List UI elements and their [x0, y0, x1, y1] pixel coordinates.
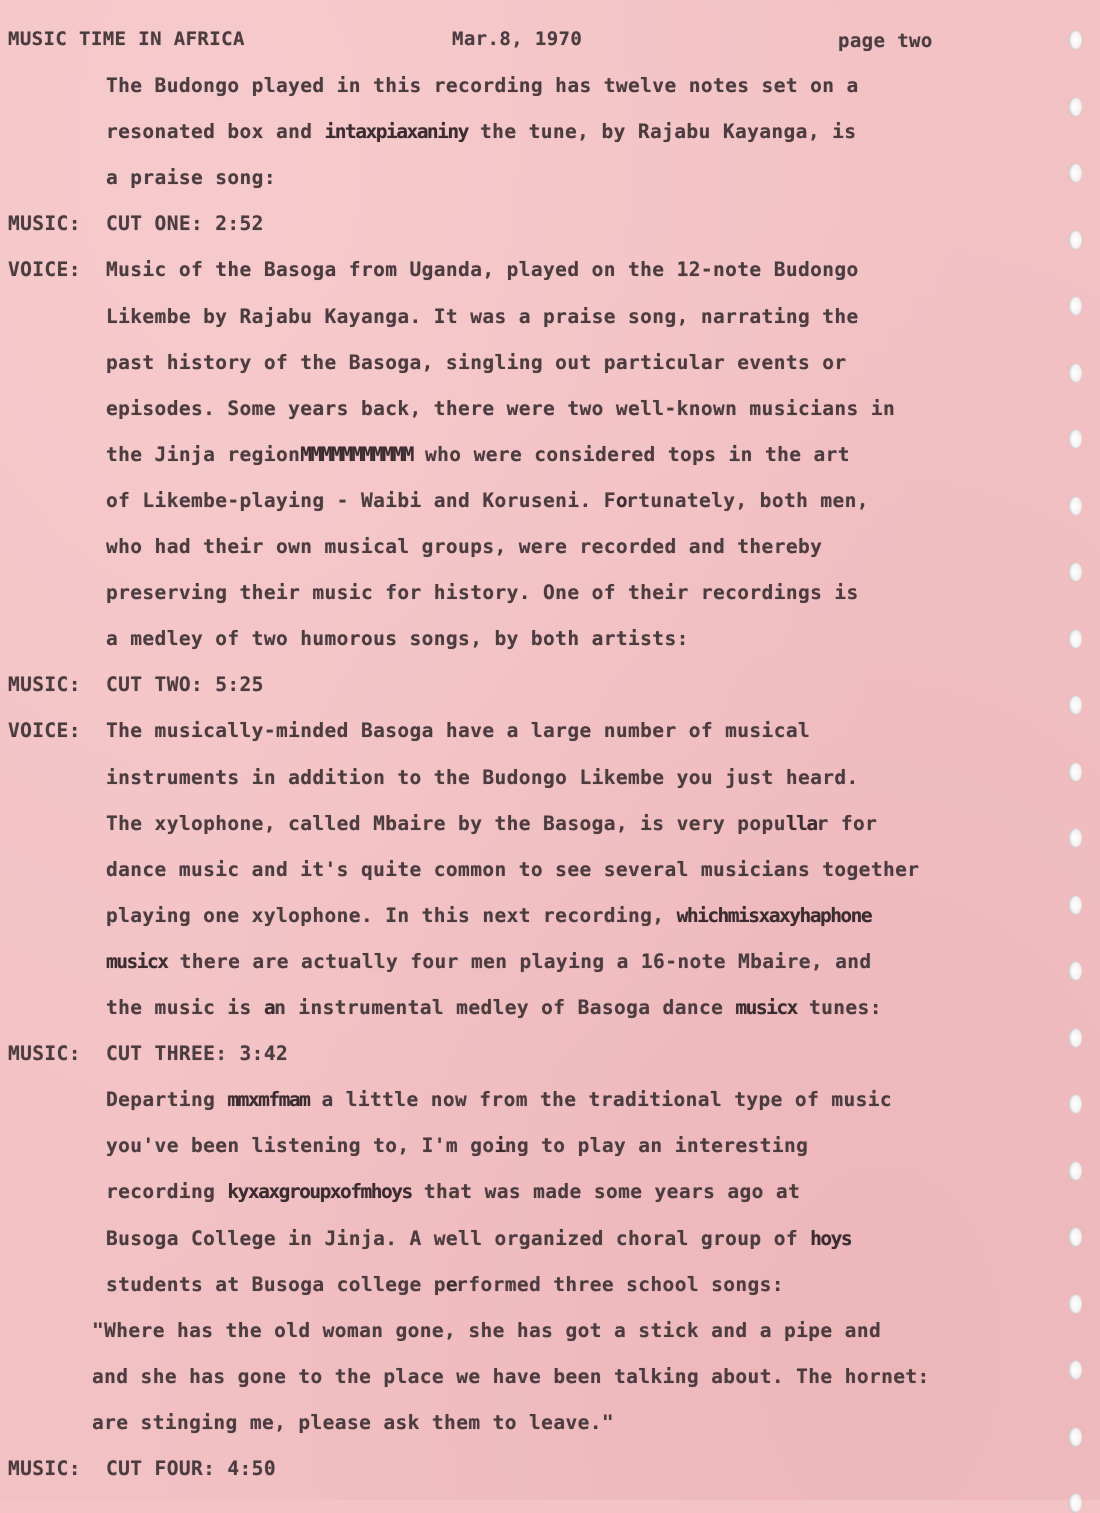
cue-label: MUSIC: — [8, 1042, 81, 1066]
cue-label: MUSIC: — [8, 673, 81, 697]
struck-out-text: mmxmfmam — [227, 1088, 310, 1112]
binder-hole — [1068, 1360, 1082, 1380]
binder-hole — [1068, 363, 1082, 383]
binder-hole — [1068, 429, 1082, 449]
script-line — [106, 120, 856, 143]
page-number: page two — [838, 30, 933, 52]
line-text: the Jinja region — [106, 442, 301, 466]
line-text: a little now from the traditional type of music — [309, 1088, 893, 1112]
script-line — [106, 397, 895, 420]
line-text: Music of the Basoga from Uganda, played on the 12-note Budongo — [106, 258, 859, 282]
line-text: who had their own musical groups, were recorded and thereby — [106, 535, 823, 558]
script-line — [106, 351, 847, 374]
binder-hole — [1068, 961, 1082, 981]
struck-out-text: musicx — [735, 996, 797, 1019]
line-text: episodes. Some years back, there were two well-known musicians in — [106, 396, 896, 420]
cue-label: VOICE: — [8, 719, 81, 743]
program-title: MUSIC TIME IN AFRICA — [8, 28, 245, 50]
line-text: CUT ONE: 2:52 — [106, 212, 264, 236]
script-line — [106, 1457, 276, 1480]
script-line — [106, 996, 882, 1019]
script-line — [106, 443, 850, 466]
line-text: The Budongo played in this recording has twelve notes set on a — [106, 74, 859, 97]
broadcast-date: Mar.8, 1970 — [452, 28, 583, 50]
line-text: there are actually four men playing a 16-note Mbaire, and — [167, 949, 872, 973]
binder-hole — [1068, 562, 1082, 582]
line-text: rtunately, both men, — [626, 488, 869, 512]
binder-hole — [1068, 762, 1082, 782]
script-line — [106, 489, 869, 512]
line-text: dance music and it's quite common to see several musicians together — [106, 857, 920, 881]
line-text: the music is — [106, 996, 264, 1019]
script-line — [106, 74, 859, 97]
binder-hole — [1068, 695, 1082, 715]
script-line — [106, 766, 859, 789]
line-text: CUT TWO: 5:25 — [106, 673, 264, 697]
line-text: instruments in addition to the Budongo Likembe you just heard. — [106, 765, 859, 789]
script-line — [106, 535, 822, 558]
line-text: are stinging me, please ask them to leave." — [92, 1410, 615, 1434]
line-text: Busoga College in Jinja. A well organized choral group of — [106, 1226, 811, 1250]
binder-holes — [1040, 0, 1100, 1500]
line-text: playing one xylophone. In this next recording, — [106, 903, 677, 927]
binder-hole — [1068, 163, 1082, 183]
struck-out-text: MMMMMMMMMMM — [300, 442, 413, 466]
cue-label: MUSIC: — [8, 1457, 81, 1480]
binder-hole — [1068, 629, 1082, 649]
line-text: "Where has the old woman gone, she has got a stick and a pipe and — [92, 1318, 882, 1342]
script-line — [106, 1273, 784, 1296]
cue-label: MUSIC: — [8, 212, 81, 236]
script-line — [106, 581, 859, 604]
script-line — [106, 904, 871, 927]
line-text: n instrumental medley of Basoga dance — [274, 996, 736, 1019]
binder-hole — [1068, 30, 1082, 50]
line-text: CUT FOUR: 4:50 — [106, 1457, 276, 1480]
song-quote-line — [92, 1365, 930, 1388]
binder-hole — [1068, 496, 1082, 516]
binder-hole — [1068, 1161, 1082, 1181]
struck-out-text: lla — [785, 811, 817, 835]
struck-out-text: a — [263, 996, 275, 1019]
script-line — [106, 305, 859, 328]
line-text: who were considered tops in the art — [412, 442, 850, 466]
binder-hole — [1068, 895, 1082, 915]
script-line — [106, 719, 810, 742]
struck-out-text: i — [494, 1134, 505, 1158]
struck-out-text: whichmisxaxyhaphone — [676, 903, 872, 927]
binder-hole — [1068, 1094, 1082, 1114]
line-text: past history of the Basoga, singling out particular events or — [106, 350, 847, 374]
cue-label: VOICE: — [8, 258, 81, 282]
line-text: Likembe by Rajabu Kayanga. It was a praise song, narrating the — [106, 304, 859, 328]
script-line — [106, 812, 877, 835]
script-line — [106, 1180, 800, 1203]
song-quote-line — [92, 1319, 881, 1342]
binder-hole — [1068, 1427, 1082, 1447]
script-line — [106, 950, 872, 973]
line-text: The musically-minded Basoga have a large number of musical — [106, 719, 811, 743]
line-text: a praise song: — [106, 166, 276, 190]
line-text: a medley of two humorous songs, by both artists: — [106, 627, 689, 651]
line-text: recording — [106, 1180, 228, 1204]
line-text: and she has gone to the place we have been talking about. The hornet: — [92, 1364, 930, 1388]
line-text: you've been listening to, I'm go — [106, 1134, 495, 1158]
script-line — [106, 1134, 808, 1157]
line-text: preserving their music for history. One of their recordings is — [106, 581, 859, 605]
script-line — [106, 1227, 851, 1250]
script-line — [106, 212, 264, 235]
struck-out-text: intaxpiaxaniny — [324, 120, 468, 144]
struck-out-text: o — [615, 488, 627, 512]
script-line — [106, 166, 276, 189]
line-text: resonated box and — [106, 120, 325, 144]
binder-hole — [1068, 1294, 1082, 1314]
binder-hole — [1068, 230, 1082, 250]
line-text: The xylophone, called Mbaire by the Basoga, is very popu — [106, 811, 786, 835]
song-quote-line — [92, 1411, 614, 1434]
line-text: of Likembe-playing - Waibi and Koruseni. F — [106, 488, 616, 512]
line-text: CUT THREE: 3:42 — [106, 1042, 289, 1066]
binder-hole — [1068, 1227, 1082, 1247]
binder-hole — [1068, 1028, 1082, 1048]
script-line — [106, 258, 859, 281]
script-line — [106, 858, 919, 881]
struck-out-text: kyxaxgroupxofmhoys — [227, 1180, 412, 1204]
line-text: ng to play an interesting — [504, 1134, 809, 1158]
struck-out-text: musicx — [106, 949, 168, 973]
line-text: rformed three school songs: — [456, 1272, 784, 1296]
line-text: r for — [816, 811, 878, 835]
struck-out-text: hoys — [810, 1226, 852, 1250]
binder-hole — [1068, 296, 1082, 316]
binder-hole — [1068, 1493, 1082, 1513]
script-line — [106, 1042, 288, 1065]
line-text: the tune, by Rajabu Kayanga, is — [467, 120, 857, 144]
binder-hole — [1068, 97, 1082, 117]
script-line — [106, 1088, 892, 1111]
line-text: tunes: — [796, 996, 882, 1019]
binder-hole — [1068, 828, 1082, 848]
line-text: students at Busoga college p — [106, 1272, 446, 1296]
script-line — [106, 627, 689, 650]
line-text: Departing — [106, 1088, 228, 1112]
struck-out-text: e — [445, 1272, 457, 1296]
line-text: that was made some years ago at — [411, 1180, 801, 1204]
script-line — [106, 673, 264, 696]
